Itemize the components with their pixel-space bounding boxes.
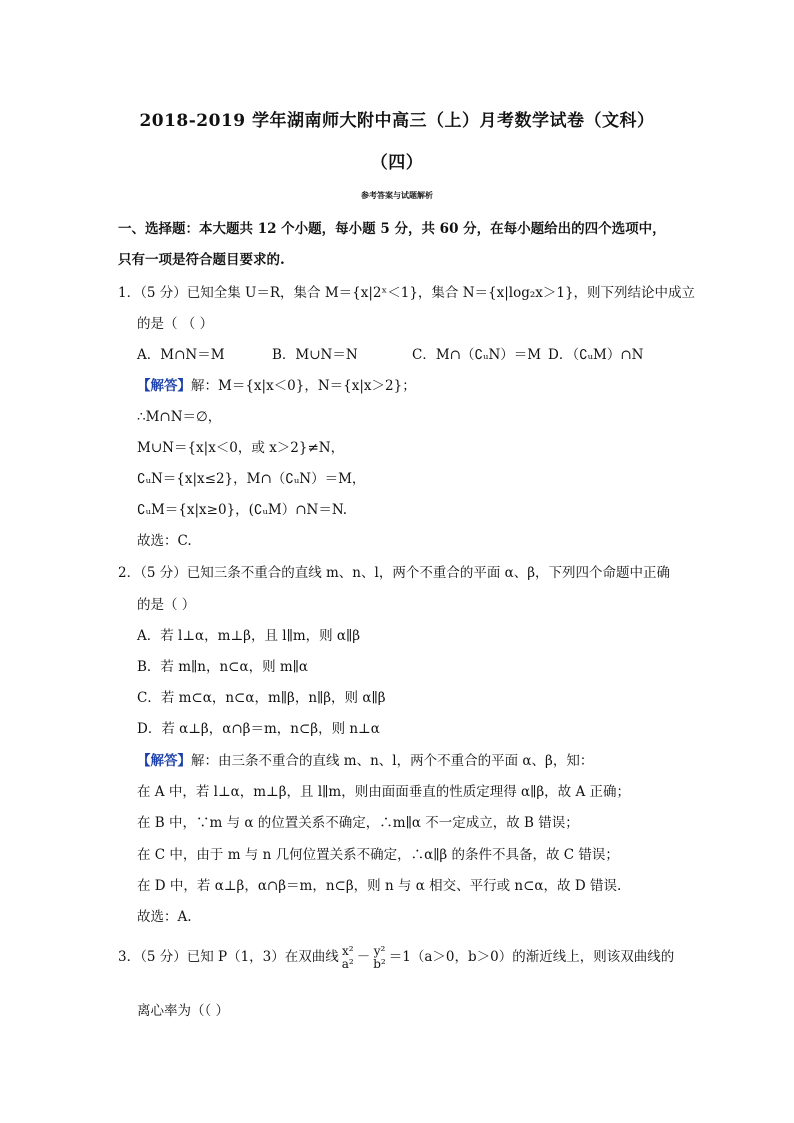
q2-option-c: C．若 m⊂α，n⊂α，m∥β，n∥β，则 α∥β <box>137 690 386 706</box>
q2-answer-line1 <box>137 749 593 769</box>
q2-answer-line3: 在 B 中，∵m 与 α 的位置关系不确定，∴m∥α 不一定成立，故 B 错误； <box>137 815 579 831</box>
q2-option-d: D．若 α⊥β，α∩β＝m，n⊂β，则 n⊥α <box>137 721 380 737</box>
q3-fraction-x-numerator: x² <box>341 944 354 958</box>
q2-answer-line6: 故选：A. <box>137 909 192 925</box>
q1-option-c: C．M∩（∁ᵤN）＝M <box>412 347 542 363</box>
q1-answer-line1 <box>137 374 416 394</box>
page-title-part2: （四） <box>370 153 424 173</box>
q1-answer-line2: ∴M∩N＝∅， <box>137 409 222 425</box>
section-heading-line2: 只有一项是符合题目要求的. <box>118 252 285 268</box>
q3-stem-suffix: ＝1（a＞0，b＞0）的渐近线上，则该双曲线的 <box>388 949 675 965</box>
section-heading-line1: 一、选择题：本大题共 12 个小题，每小题 5 分，共 60 分，在每小题给出的四个选项中， <box>118 221 666 237</box>
q1-stem-line1: 1．（5 分）已知全集 U＝R，集合 M＝{x|2ˣ＜1}，集合 N＝{x|log₂x＞1}，则下列结论中成立 <box>118 285 696 301</box>
q3-fraction-x-denominator: a² <box>341 957 354 971</box>
q1-stem-line2: 的是（ （ ） <box>137 316 214 332</box>
q3-minus-sign: － <box>356 949 371 965</box>
q2-answer-line2: 在 A 中，若 l⊥α，m⊥β，且 l∥m，则由面面垂直的性质定理得 α∥β，故 A 正确； <box>137 784 630 800</box>
q3-fraction-y-denominator: b² <box>373 957 386 971</box>
q1-answer-text1: 解：M＝{x|x＜0}，N＝{x|x＞2}； <box>191 378 416 394</box>
q1-option-d: D．（∁ᵤM）∩N <box>548 347 644 363</box>
q2-stem-line1: 2．（5 分）已知三条不重合的直线 m、n、l，两个不重合的平面 α、β，下列四个命题中正确 <box>118 565 671 581</box>
q2-answer-line4: 在 C 中，由于 m 与 n 几何位置关系不确定，∴α∥β 的条件不具备，故 C 错误； <box>137 847 619 863</box>
q3-stem-line1 <box>118 944 674 970</box>
q1-option-a: A．M∩N＝M <box>137 347 225 363</box>
q2-option-a: A．若 l⊥α，m⊥β，且 l∥m，则 α∥β <box>137 628 361 644</box>
q1-answer-line5: ∁ᵤM＝{x|x≥0}，(∁ᵤM）∩N＝N. <box>137 502 348 518</box>
q2-stem-line2: 的是（ ） <box>137 597 196 613</box>
q2-answer-line5: 在 D 中，若 α⊥β，α∩β＝m，n⊂β，则 n 与 α 相交、平行或 n⊂α，故 D 错误. <box>137 878 622 894</box>
q3-stem-line2: 离心率为（（ ） <box>137 1003 230 1019</box>
q3-fraction-y <box>371 945 388 970</box>
q2-option-b: B．若 m∥n，n⊂α，则 m∥α <box>137 659 309 675</box>
q2-answer-text1: 解：由三条不重合的直线 m、n、l，两个不重合的平面 α、β，知： <box>191 753 594 769</box>
page-title: 2018-2019 学年湖南师大附中高三（上）月考数学试卷（文科） <box>139 111 655 131</box>
q1-answer-tag: 【解答】 <box>137 378 191 394</box>
q3-fraction-y-numerator: y² <box>373 944 386 958</box>
q3-stem-prefix: 3．（5 分）已知 P（1，3）在双曲线 <box>118 949 339 965</box>
q2-answer-tag: 【解答】 <box>137 753 191 769</box>
page-subtitle: 参考答案与试题解析 <box>361 190 433 200</box>
q3-fraction-x <box>340 945 356 970</box>
q1-option-b: B．M∪N＝N <box>272 347 358 363</box>
q1-answer-line6: 故选：C. <box>137 533 192 549</box>
q1-answer-line3: M∪N＝{x|x＜0，或 x＞2}≠N， <box>137 440 345 456</box>
q1-answer-line4: ∁ᵤN＝{x|x≤2}，M∩（∁ᵤN）＝M， <box>137 471 366 487</box>
